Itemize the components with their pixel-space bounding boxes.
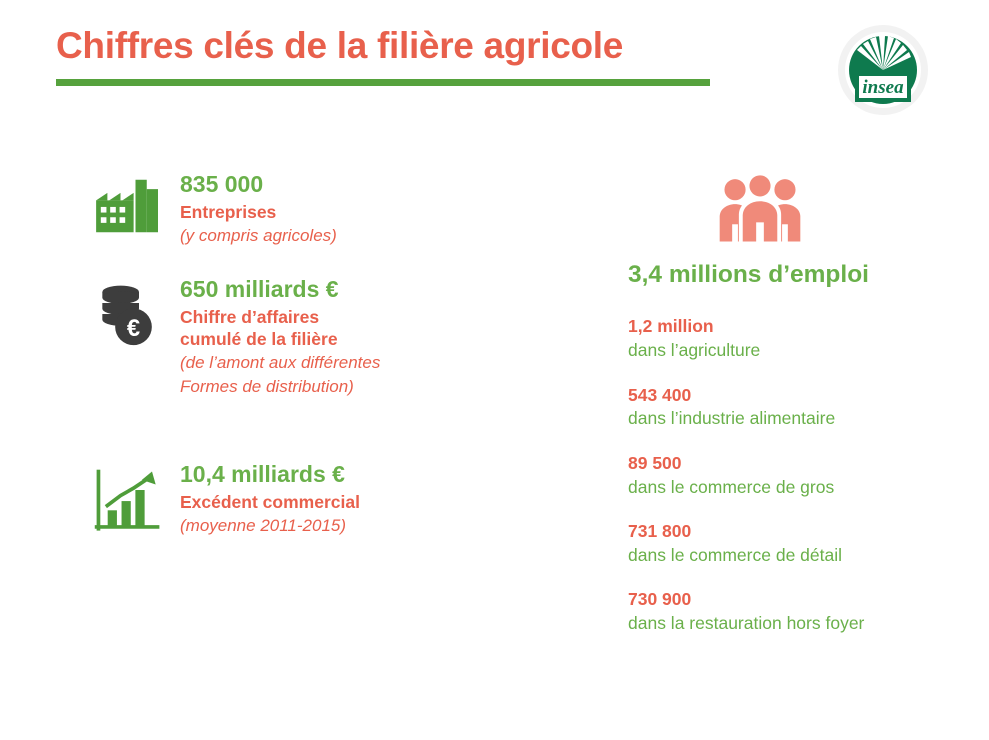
jobs-total-value: 3,4 millions d’emploi (628, 261, 869, 288)
coins-euro-icon (80, 275, 176, 347)
job-row-restauration-hors-foyer (628, 588, 958, 635)
stat-label-chiffre-affaires-line1: Chiffre d’affaires (180, 306, 320, 327)
stat-value-excedent-commercial: 10,4 milliards € (180, 461, 345, 488)
job-label-commerce-detail: dans le commerce de détail (628, 544, 842, 565)
page-header (56, 26, 916, 86)
stat-note-chiffre-affaires-line1: (de l’amont aux différentes (180, 353, 381, 373)
job-label-industrie-alimentaire: dans l’industrie alimentaire (628, 408, 836, 429)
stat-text-excedent-commercial (176, 460, 360, 537)
job-value-agriculture: 1,2 million (628, 316, 714, 337)
stat-text-chiffre-affaires (176, 275, 380, 398)
stat-value-entreprises: 835 000 (180, 171, 264, 197)
job-value-commerce-detail: 731 800 (628, 521, 692, 542)
stat-note-excedent-commercial: (moyenne 2011-2015) (180, 515, 347, 535)
job-label-agriculture: dans l’agriculture (628, 340, 761, 361)
insea-logo (837, 24, 929, 116)
job-row-commerce-gros (628, 452, 958, 499)
stat-text-entreprises (176, 170, 337, 247)
left-stats-column (80, 170, 540, 556)
job-label-commerce-gros: dans le commerce de gros (628, 476, 835, 497)
page-title: Chiffres clés de la filière agricole (56, 25, 624, 66)
stat-label-chiffre-affaires-line2: cumulé de la filière (180, 329, 338, 350)
job-value-commerce-gros: 89 500 (628, 452, 682, 473)
stat-value-chiffre-affaires: 650 milliards € (180, 275, 339, 302)
job-value-industrie-alimentaire: 543 400 (628, 384, 692, 405)
stat-block-chiffre-affaires (80, 275, 540, 398)
svg-text:€: € (126, 314, 141, 342)
stat-label-excedent-commercial: Excédent commercial (180, 491, 360, 512)
right-jobs-column (628, 168, 958, 657)
stat-label-entreprises: Entreprises (180, 201, 277, 222)
stat-note-chiffre-affaires-line2: Formes de distribution) (180, 376, 354, 396)
logo-text: insea (862, 77, 904, 98)
job-row-agriculture (628, 315, 958, 362)
job-row-industrie-alimentaire (628, 384, 958, 431)
stat-block-entreprises (80, 170, 540, 247)
people-group-icon (712, 168, 808, 246)
stat-note-entreprises: (y compris agricoles) (180, 225, 337, 245)
bar-chart-growth-icon (80, 460, 176, 538)
stat-block-excedent-commercial (80, 460, 540, 538)
title-underline-rule (56, 79, 710, 86)
job-value-restauration-hors-foyer: 730 900 (628, 589, 692, 610)
job-label-restauration-hors-foyer: dans la restauration hors foyer (628, 613, 865, 634)
factory-icon (80, 170, 176, 236)
job-row-commerce-detail (628, 520, 958, 567)
